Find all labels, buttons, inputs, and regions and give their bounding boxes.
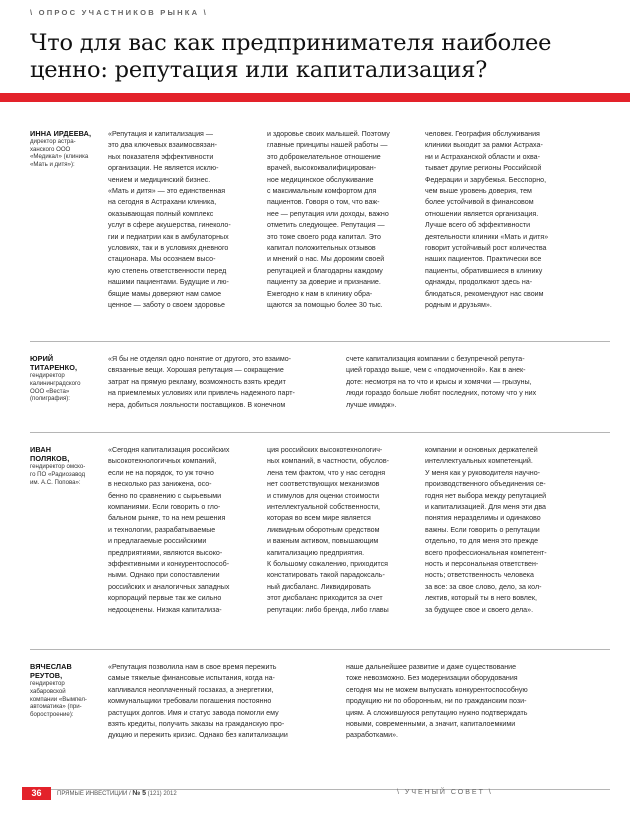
speaker-info (30, 662, 98, 718)
speaker-description: гендиректор хабаровской компании «Вымпел- автоматика» (при- боростроение): (30, 680, 87, 718)
section-divider (30, 341, 610, 342)
speaker-description: гендиректор калининградского ООО «Веста» (полиграфия): (30, 372, 81, 403)
section-divider (30, 649, 610, 650)
quote-column-2: наше дальнейшее развитие и даже существование тоже невозможно. Без модернизации оборудования сегодня мы не можем выпускать конкурентоспособную продукцию ни по оборонным, ни по гражданским пози- циям. А сложившуюся репутацию нужно подтверждать новыми, современными, а значит, капиталоемкими разработками». (346, 663, 528, 740)
magazine-title: ПРЯМЫЕ ИНВЕСТИЦИИ / (57, 791, 131, 797)
speaker-description: гендиректор омско- го ПО «Радиозавод им. А.С. Попова»: (30, 463, 86, 486)
title-red-bar (0, 93, 630, 102)
section-divider (30, 432, 610, 433)
speaker-info (30, 445, 98, 486)
speaker-name: ИННА ИРДЕЕВА, (30, 129, 92, 138)
page-number: 36 (22, 787, 51, 800)
quote-column-1: «Репутация и капитализация — это два ключевых взаимосвязан- ных показателя эффективности организации. Не является исклю- чением и медицинский бизнес. «Мать и дитя» — это единственная на сегодня в Астрахани клиника, оказывающая полный комплекс услуг в сфере акушерства, гинеколо- гии и педиатрии как в амбулаторных условиях, так и в условиях дневного стационара. Мы осознаем высо- кую степень ответственности перед нашими пациентами. Будущие и лю- бящие мамы доверяют нам самое ценное — заботу о своем здоровье (108, 130, 231, 310)
speaker-info (30, 129, 98, 169)
footer-rubric: \ УЧЕНЫЙ СОВЕТ \ (397, 789, 493, 796)
speaker-name: ЮРИЙ ТИТАРЕНКО, (30, 354, 78, 373)
quote-column-2: ция российских высокотехнологич- ных компаний, в частности, обуслов- лена тем фактом, что у нас сегодня нет соответствующих механизмов и стимулов для оценки стоимости интеллектуальной собственности, которая во всем мире является ликвидным оборотным средством и важным активом, повышающим капитализацию предприятия. К большому сожалению, приходится констатировать такой парадоксаль- ный дисбаланс. Ликвидировать этот дисбаланс приходится за счет репутации: либо бренда, либо главы (267, 446, 390, 614)
quote-column-3: человек. География обслуживания клиники выходит за рамки Астраха- ни и Астраханской области и охва- тывает другие регионы Российской Федерации и зарубежья. Бесспорно, чем выше уровень доверия, тем более устойчивой в финансовом отношении является организация. Лучше всего об эффективности деятельности клиники «Мать и дитя» говорит устойчивый рост количества наших пациентов. Практически все пациенты, обратившиеся в клинику однажды, продолжают здесь на- блюдаться, рекомендуют нас своим родным и друзьям». (425, 130, 549, 310)
issue-detail: (121) 2012 (147, 791, 177, 797)
speaker-name: ВЯЧЕСЛАВ РЕУТОВ, (30, 662, 72, 681)
quote-column-1: «Сегодня капитализация российских высокотехнологичных компаний, если не на порядок, то уж точно в несколько раз занижена, осо- бенно по сравнению с сырьевыми компаниями. Если говорить о гло- бальном рынке, то на нем решения и технологии, разрабатываемые и предлагаемые российскими предприятиями, являются высоко- эффективными и конкурентоспособ- ными. Однако при сопоставлении российских и аналогичных западных корпораций первые так же сильно недооценены. Низкая капитализа- (108, 446, 230, 614)
page-title: Что для вас как предпринимателя наиболее ценно: репутация или капитализация? (30, 30, 552, 83)
section-rubric: \ ОПРОС УЧАСТНИКОВ РЫНКА \ (30, 8, 208, 17)
quote-column-2: и здоровье своих малышей. Поэтому главные принципы нашей работы — это доброжелательное отношение врачей, высококвалифицирован- ное медицинское обслуживание с максимальным комфортом для пациентов. Говоря о том, что важ- нее — репутация или доходы, важно отметить следующее. Репутация — это тоже своего рода капитал. Это капитал положительных отзывов и мнений о нас. Мы дорожим своей репутацией и благодарны каждому пациенту за доверие и признание. Ежегодно к нам в клинику обра- щаются за помощью более 30 тыс. (267, 130, 390, 310)
speaker-info (30, 354, 98, 403)
magazine-info (57, 789, 177, 799)
quote-column-1: «Я бы не отделял одно понятие от другого, это взаимо- связанные вещи. Хорошая репутация — сокращение затрат на прямую рекламу, возможность взять кредит на приемлемых условиях или привлечь надежного парт- нера, добиться лояльности поставщиков. В конечном (108, 355, 295, 409)
quote-column-1: «Репутация позволила нам в свое время пережить самые тяжелые финансовые испытания, когда на- капливался неоплаченный госзаказ, а энергетики, коммунальщики требовали погашения постоянно растущих долгов. Имя и статус завода помогли ему взять кредиты, получить заказы на гражданскую про- дукцию и пережить кризис. Однако без капитализации (108, 663, 288, 740)
speaker-name: ИВАН ПОЛЯКОВ, (30, 445, 70, 464)
quote-column-3: компании и основных держателей интеллектуальных компетенций. У меня как у руководителя научно- производственного объединения се- годня нет выбора между репутацией и капитализацией. Для меня эти два понятия неразделимы и одинаково важны. Если говорить о репутации отдельно, то для меня это прежде всего профессиональная компетент- ность и персональная ответствен- ность; ответственность человека за все: за свое слово, дело, за кол- лектив, который ты в него вовлек, за будущее свое и своего дела». (425, 446, 547, 614)
quote-column-2: счете капитализация компании с безупречной репута- цией гораздо выше, чем с «подмоченной». Как в анек- доте: несмотря на то что и крысы и хомячки — грызуны, люди гораздо больше любят последних, потому что у них лучше имидж». (346, 355, 537, 409)
issue-number: № 5 (132, 790, 146, 797)
speaker-description: директор астра- ханского ООО «Медикал» (клиника «Мать и дитя»): (30, 138, 89, 168)
